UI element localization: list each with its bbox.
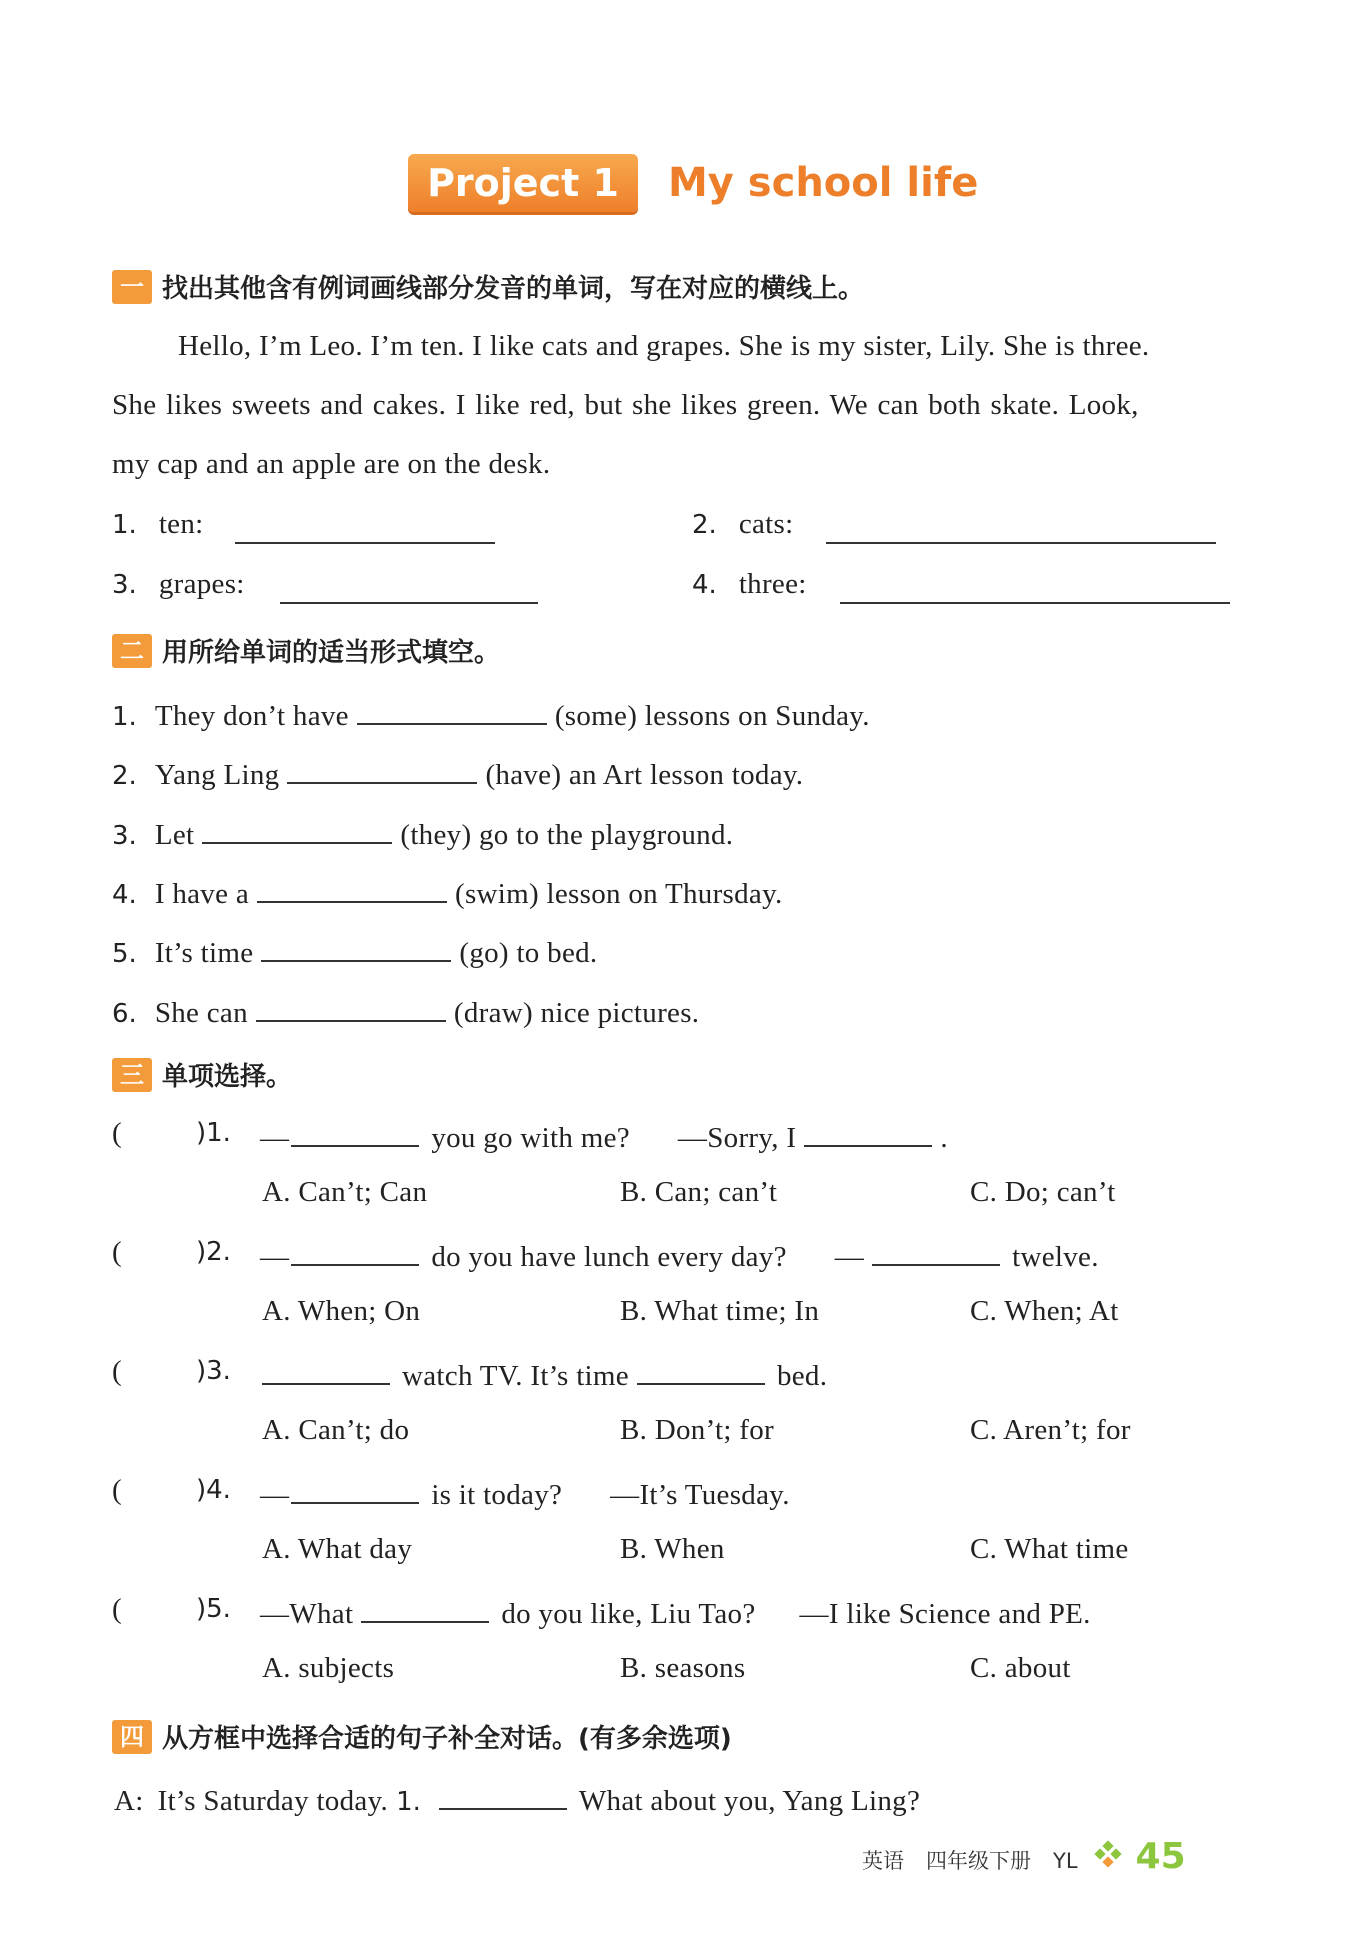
stem-prefix: —What [260, 1598, 354, 1630]
sentence-start: Yang Ling [154, 759, 280, 791]
example-word: cats: [738, 508, 794, 540]
s1-item-4 [692, 568, 807, 601]
q5-option-a[interactable]: A. subjects [262, 1652, 395, 1684]
q5-stem [260, 1593, 1091, 1631]
fill-blank[interactable] [262, 1355, 390, 1385]
q5-paren[interactable]: ( [112, 1593, 122, 1625]
q2-stem [260, 1236, 1099, 1274]
q3-option-a[interactable]: A. Can’t; do [262, 1414, 410, 1446]
q3-option-b[interactable]: B. Don’t; for [620, 1414, 774, 1446]
fill-blank[interactable] [261, 932, 451, 962]
answer-text: — [834, 1241, 865, 1273]
stem-prefix: — [260, 1122, 290, 1154]
section1-badge: 一 [112, 270, 152, 304]
stem-end: twelve. [1012, 1241, 1099, 1273]
q5-number: )5. [196, 1594, 231, 1624]
fill-blank[interactable] [804, 1117, 932, 1147]
q3-paren[interactable]: ( [112, 1355, 122, 1387]
answer-line-2[interactable] [826, 518, 1216, 544]
q1-stem [260, 1117, 948, 1155]
s2-item-4 [112, 873, 783, 911]
item-number: 1. [112, 510, 137, 540]
section3-instruction: 单项选择。 [162, 1062, 293, 1092]
q1-option-a[interactable]: A. Can’t; Can [262, 1176, 428, 1208]
fill-blank[interactable] [439, 1780, 567, 1810]
s2-item-1 [112, 695, 870, 733]
dialogue-text: It’s Saturday today. [157, 1785, 389, 1817]
diamond-icon [1094, 1839, 1122, 1889]
q2-number: )2. [196, 1237, 231, 1267]
blank-number: 1. [396, 1787, 421, 1817]
fill-blank[interactable] [287, 754, 477, 784]
s2-item-5 [112, 932, 597, 970]
q1-number: )1. [196, 1118, 231, 1148]
answer-line-1[interactable] [235, 518, 495, 544]
fill-blank[interactable] [257, 873, 447, 903]
q4-stem [260, 1474, 790, 1512]
item-number: 3. [112, 821, 137, 851]
item-number: 4. [112, 880, 137, 910]
q5-option-b[interactable]: B. seasons [620, 1652, 746, 1684]
footer-grade: 四年级下册 [926, 1849, 1031, 1873]
stem-text: is it today? [431, 1479, 563, 1511]
sentence-start: Let [154, 819, 195, 851]
q4-option-b[interactable]: B. When [620, 1533, 725, 1565]
dialogue-text: What about you, Yang Ling? [578, 1785, 921, 1817]
item-number: 4. [692, 570, 717, 600]
sentence-start: She can [154, 997, 248, 1029]
q1-option-c[interactable]: C. Do; can’t [970, 1176, 1116, 1208]
q3-stem [260, 1355, 827, 1393]
stem-prefix: — [260, 1479, 290, 1511]
q1-option-b[interactable]: B. Can; can’t [620, 1176, 778, 1208]
answer-text: —Sorry, I [677, 1122, 797, 1154]
item-number: 1. [112, 702, 137, 732]
answer-line-4[interactable] [840, 578, 1230, 604]
passage-line-2: She likes sweets and cakes. I like red, but she likes green. We can both skate. Look, [112, 389, 1139, 421]
fill-blank[interactable] [291, 1117, 419, 1147]
s2-item-3 [112, 814, 733, 852]
sentence-start: They don’t have [154, 700, 349, 732]
example-word: grapes: [158, 568, 245, 600]
sentence-start: I have a [154, 878, 249, 910]
fill-blank[interactable] [291, 1236, 419, 1266]
fill-blank[interactable] [357, 695, 547, 725]
section2-badge: 二 [112, 634, 152, 668]
q4-option-c[interactable]: C. What time [970, 1533, 1129, 1565]
s2-item-6 [112, 992, 699, 1030]
fill-blank[interactable] [872, 1236, 1000, 1266]
sentence-end: (go) to bed. [459, 937, 598, 969]
sentence-end: (have) an Art lesson today. [485, 759, 804, 791]
stem-end: . [940, 1122, 948, 1154]
footer-edition: YL [1053, 1849, 1078, 1873]
stem-text: you go with me? [431, 1122, 630, 1154]
q4-option-a[interactable]: A. What day [262, 1533, 413, 1565]
q2-paren[interactable]: ( [112, 1236, 122, 1268]
fill-blank[interactable] [361, 1593, 489, 1623]
passage-line-3: my cap and an apple are on the desk. [112, 448, 551, 480]
q5-option-c[interactable]: C. about [970, 1652, 1071, 1684]
example-word: three: [738, 568, 807, 600]
q3-number: )3. [196, 1356, 231, 1386]
footer-subject: 英语 [862, 1849, 904, 1873]
q2-option-a[interactable]: A. When; On [262, 1295, 421, 1327]
fill-blank[interactable] [256, 992, 446, 1022]
q1-paren[interactable]: ( [112, 1117, 122, 1149]
item-number: 3. [112, 570, 137, 600]
stem-prefix: — [260, 1241, 290, 1273]
section1-heading [112, 268, 864, 305]
stem-text: watch TV. It’s time [402, 1360, 629, 1392]
sentence-end: (swim) lesson on Thursday. [454, 878, 783, 910]
page-title: My school life [668, 160, 979, 206]
fill-blank[interactable] [637, 1355, 765, 1385]
section4-badge: 四 [112, 1720, 152, 1754]
q4-number: )4. [196, 1475, 231, 1505]
s1-item-1 [112, 508, 204, 541]
item-number: 2. [692, 510, 717, 540]
section3-heading [112, 1056, 292, 1093]
passage-line-1: Hello, I’m Leo. I’m ten. I like cats and grapes. She is my sister, Lily. She is three. [178, 330, 1150, 362]
section4-instruction: 从方框中选择合适的句子补全对话。(有多余选项) [162, 1724, 732, 1754]
q3-option-c[interactable]: C. Aren’t; for [970, 1414, 1131, 1446]
q2-option-c[interactable]: C. When; At [970, 1295, 1119, 1327]
speaker-label: A: [114, 1785, 144, 1817]
page-number: 45 [1135, 1836, 1186, 1877]
sentence-end: (some) lessons on Sunday. [554, 700, 870, 732]
stem-text: do you like, Liu Tao? [501, 1598, 756, 1630]
project-badge: Project 1 [408, 154, 638, 212]
item-number: 5. [112, 939, 137, 969]
sentence-start: It’s time [154, 937, 254, 969]
stem-end: bed. [776, 1360, 828, 1392]
section1-instruction: 找出其他含有例词画线部分发音的单词，写在对应的横线上。 [162, 274, 865, 304]
section4-heading [112, 1718, 732, 1755]
section3-badge: 三 [112, 1058, 152, 1092]
answer-text: —It’s Tuesday. [610, 1479, 790, 1511]
footer [862, 1832, 1186, 1882]
sentence-end: (draw) nice pictures. [453, 997, 700, 1029]
dialogue-line-1 [114, 1780, 920, 1818]
fill-blank[interactable] [291, 1474, 419, 1504]
s2-item-2 [112, 754, 803, 792]
answer-line-3[interactable] [280, 578, 538, 604]
example-word: ten: [158, 508, 204, 540]
sentence-end: (they) go to the playground. [400, 819, 734, 851]
q2-option-b[interactable]: B. What time; In [620, 1295, 820, 1327]
item-number: 6. [112, 999, 137, 1029]
stem-text: do you have lunch every day? [431, 1241, 787, 1273]
fill-blank[interactable] [202, 814, 392, 844]
section2-heading [112, 632, 500, 669]
item-number: 2. [112, 761, 137, 791]
section2-instruction: 用所给单词的适当形式填空。 [162, 638, 501, 668]
answer-text: —I like Science and PE. [799, 1598, 1091, 1630]
q4-paren[interactable]: ( [112, 1474, 122, 1506]
s1-item-3 [112, 568, 245, 601]
s1-item-2 [692, 508, 793, 541]
